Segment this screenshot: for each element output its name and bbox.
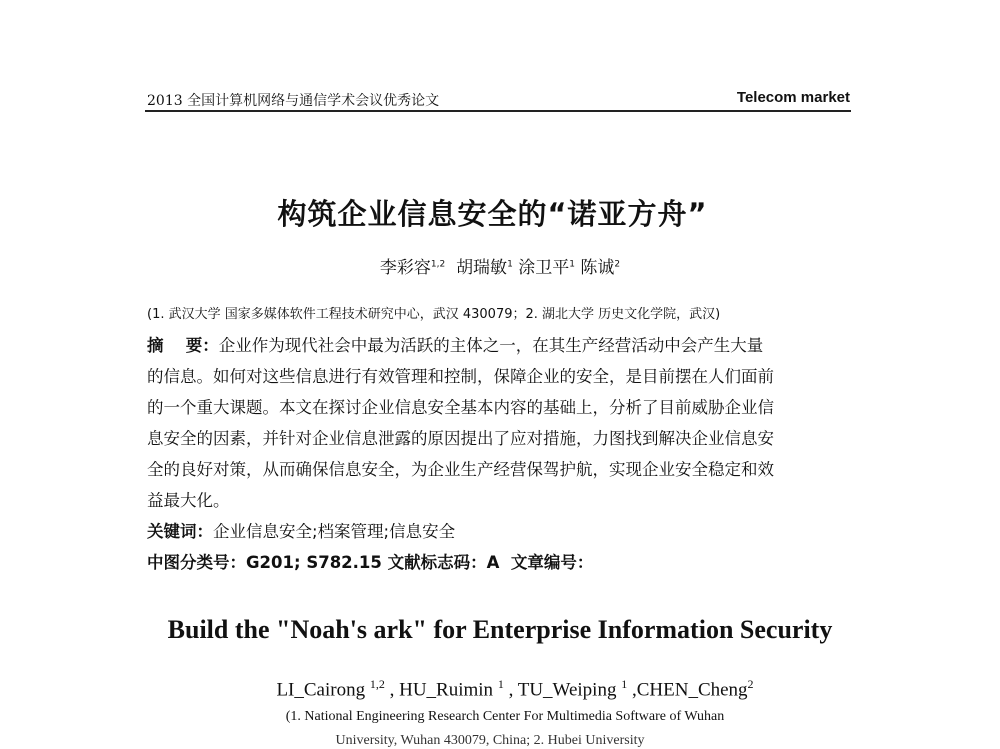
paper-title-en: Build the "Noah's ark" for Enterprise Information Security [167, 615, 833, 644]
doc-code-value: A [486, 553, 500, 572]
author-sup: 1 [497, 677, 504, 691]
author: TU_Weiping [517, 679, 622, 701]
abstract-text: 企业作为现代社会中最为活跃的主体之一，在其生产经营活动中会产生大量 [218, 336, 764, 355]
running-header-journal: Telecom market [736, 89, 850, 106]
abstract-line: 息安全的因素，并针对企业信息泄露的原因提出了应对措施，力图找到解决企业信息安 [147, 429, 774, 448]
affiliation-en-continued: University, Wuhan 430079, China; 2. Hubei University [335, 733, 645, 748]
affiliation-cn: (1. 武汉大学 国家多媒体软件工程技术研究中心，武汉 430079；2. 湖北大学 历史文化学院，武汉) [147, 307, 721, 322]
author: LI_Cairong [276, 679, 370, 701]
author-sup: 1 [621, 677, 628, 691]
clc-label: 中图分类号： [147, 553, 246, 572]
keywords-value: 企业信息安全;档案管理;信息安全 [213, 522, 456, 541]
abstract-line: 益最大化。 [147, 491, 230, 510]
article-number-label: 文章编号： [510, 553, 594, 572]
authors-cn [0, 253, 1000, 278]
paper-title-cn: 构筑企业信息安全的“诺亚方舟” [277, 197, 708, 231]
keywords [147, 518, 455, 542]
clc-value: G201; S782.15 [246, 553, 382, 572]
separator: , [384, 679, 400, 701]
author: 胡瑞敏 [456, 258, 508, 278]
authors-en [0, 677, 1000, 701]
author-sup: 1 [507, 259, 513, 270]
author: CHEN_Cheng [636, 679, 748, 701]
author: 李彩容 [379, 258, 431, 278]
author-sup: 1 [569, 259, 575, 270]
author-sup: 1,2 [369, 677, 385, 691]
author: 涂卫平 [518, 258, 570, 278]
separator: , [503, 679, 518, 701]
abstract-line: 的信息。如何对这些信息进行有效管理和控制，保障企业的安全，是目前摆在人们面前 [147, 367, 774, 386]
running-header-conference: 2013 全国计算机网络与通信学术会议优秀论文 [147, 93, 440, 109]
author: HU_Ruimin [399, 679, 498, 701]
doc-code-label: 文献标志码： [387, 553, 487, 572]
header-rule [145, 110, 851, 112]
abstract-line [147, 332, 763, 356]
keywords-label: 关键词： [147, 522, 213, 541]
abstract-label: 摘 要： [147, 336, 219, 355]
affiliation-en: (1. National Engineering Research Center For Multimedia Software of Wuhan [285, 709, 725, 724]
separator: , [627, 679, 637, 701]
author-sup: 1,2 [430, 259, 446, 270]
author: 陈诚 [580, 258, 615, 278]
abstract-line: 的一个重大课题。本文在探讨企业信息安全基本内容的基础上，分析了目前威胁企业信 [147, 398, 774, 417]
author-sup: 2 [614, 259, 621, 270]
abstract-line: 全的良好对策，从而确保信息安全，为企业生产经营保驾护航，实现企业安全稳定和效 [147, 460, 774, 479]
author-sup: 2 [747, 677, 754, 691]
classification [147, 549, 593, 573]
